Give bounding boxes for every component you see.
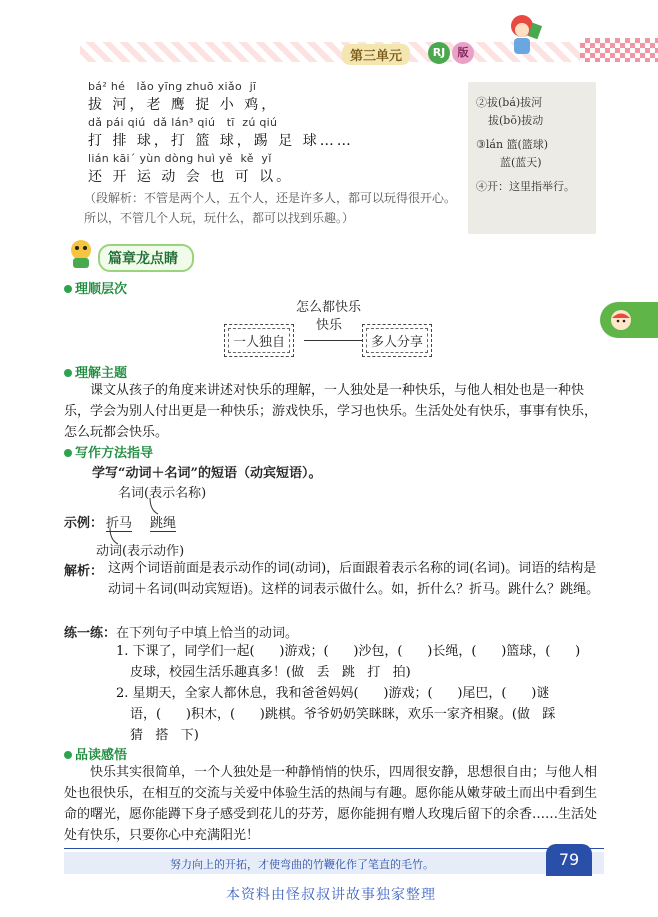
chapter-label: 篇章龙点睛 xyxy=(98,244,194,272)
section-title-theme xyxy=(64,362,127,381)
note-item: ④开：这里指举行。 xyxy=(476,180,575,193)
practice-label: 练一练： xyxy=(64,626,117,641)
hanzi-line: 还 开 运 动 会 也 可 以。 xyxy=(88,169,294,185)
diagram-left: 一人独自 xyxy=(228,328,290,353)
header-checker xyxy=(580,38,658,62)
chapter-banner xyxy=(64,240,214,270)
pinyin-line: lián kāi´ yùn dòng huì yě kě yǐ xyxy=(88,152,272,165)
pinyin-block xyxy=(88,80,448,188)
writing-heading: 学写“动词＋名词”的短语（动宾短语）。 xyxy=(92,466,322,481)
pinyin-line: bá² hé lǎo yīng zhuō xiǎo jī xyxy=(88,80,257,93)
section-title-text: 品读感悟 xyxy=(75,748,128,763)
note-item: ②拔(bá)拔河 xyxy=(476,96,543,109)
note-item: 拔(bō)拔动 xyxy=(488,114,544,127)
dragon-mascot-icon xyxy=(64,236,98,270)
analysis-label: 解析： xyxy=(64,564,104,579)
section-title-text: 理顺层次 xyxy=(75,282,128,297)
practice-q2-line1: 2. 星期天，全家人都休息，我和爸爸妈妈( )游戏；( )尾巴，( )谜 xyxy=(116,686,550,701)
pinyin-line: dǎ pái qiú dǎ lán³ qiú tī zú qiú xyxy=(88,116,278,129)
structure-diagram xyxy=(220,296,440,356)
practice-q2-line3: 猜 搭 下) xyxy=(130,728,199,743)
sidebar-note xyxy=(468,82,596,234)
badge-ban: 版 xyxy=(452,42,474,64)
bullet-icon xyxy=(64,285,72,293)
hanzi-line: 打 排 球，打 篮 球，踢 足 球…… xyxy=(88,133,354,149)
footer-line xyxy=(64,848,604,849)
header-bar xyxy=(0,0,658,70)
hanzi-line: 拔 河，老 鹰 捉 小 鸡， xyxy=(88,97,279,113)
bullet-icon xyxy=(64,369,72,377)
example-word: 折马 xyxy=(106,512,132,532)
paragraph-analysis: （段解析：不管是两个人，五个人，还是许多人，都可以玩得很开心。所以，不管几个人玩，玩什么，都可以找到乐趣。） xyxy=(84,191,457,225)
section-title-text: 写作方法指导 xyxy=(75,446,154,461)
writing-analysis: 这两个词语前面是表示动作的词(动词)，后面跟着表示名称的词(名词)。词语的结构是动词＋名词(叫动宾短语)。这样的词表示做什么。如，折什么？折马。跳什么？跳绳。 xyxy=(108,561,600,597)
practice-q2-line2: 语，( )积木，( )跳棋。爷爷奶奶笑眯眯，欢乐一家齐相聚。(做 踩 xyxy=(130,707,556,722)
diagram-middle: 快乐 xyxy=(316,318,343,333)
noun-label: 名词(表示名称) xyxy=(118,486,207,501)
footer-quote: 努力向上的开拓，才使弯曲的竹鞭化作了笔直的毛竹。 xyxy=(170,858,434,871)
side-tab-icon xyxy=(610,309,632,331)
diagram-left-box xyxy=(224,324,294,357)
watermark-text: 本资料由怪叔叔讲故事独家整理 xyxy=(226,887,436,903)
bullet-icon xyxy=(64,449,72,457)
diagram-connector xyxy=(304,340,362,341)
example-word: 跳绳 xyxy=(150,512,176,532)
verb-label: 动词(表示动作) xyxy=(96,544,185,559)
diagram-right: 多人分享 xyxy=(366,328,428,353)
practice-q1-line2: 皮球，校园生活乐趣真多！(做 丢 跳 打 拍) xyxy=(130,665,411,680)
example-label: 示例： xyxy=(64,516,104,531)
badge-rj: RJ xyxy=(428,42,450,64)
unit-label: 第三单元 xyxy=(342,44,410,65)
section-title-structure xyxy=(64,278,127,297)
bullet-icon xyxy=(64,751,72,759)
diagram-right-box xyxy=(362,324,432,357)
mascot-icon xyxy=(500,10,546,62)
note-item: 蓝(蓝天) xyxy=(500,156,542,169)
side-tab xyxy=(600,302,658,338)
diagram-top: 怎么都快乐 xyxy=(296,300,362,315)
note-item: ③lán 篮(篮球) xyxy=(476,138,549,151)
section-title-reflection xyxy=(64,744,127,763)
theme-text: 课文从孩子的角度来讲述对快乐的理解，一人独处是一种快乐，与他人相处也是一种快乐，学会为别人付出更是一种快乐；游戏快乐，学习也快乐。生活处处有快乐，事事有快乐，怎么玩都会快乐。 xyxy=(64,383,598,440)
section-title-writing xyxy=(64,442,153,461)
practice-q1-line1: 1. 下课了，同学们一起( )游戏；( )沙包，( )长绳，( )篮球，( ) xyxy=(116,644,581,659)
page-number: 79 xyxy=(546,844,592,876)
practice-instruction: 在下列句子中填上恰当的动词。 xyxy=(116,626,299,641)
reflection-text: 快乐其实很简单，一个人独处是一种静悄悄的快乐，四周很安静，思想很自由；与他人相处也很快乐，在相互的交流与关爱中体验生活的热闹与有趣。愿你能从嫩芽破土而出中看到生命的曙光，愿你能蹲下身子感受到花儿的芬芳，愿你能拥有赠人玫瑰后留下的余香……生活处处有快乐，只要你心中充满阳光！ xyxy=(64,765,598,843)
section-title-text: 理解主题 xyxy=(75,366,128,381)
